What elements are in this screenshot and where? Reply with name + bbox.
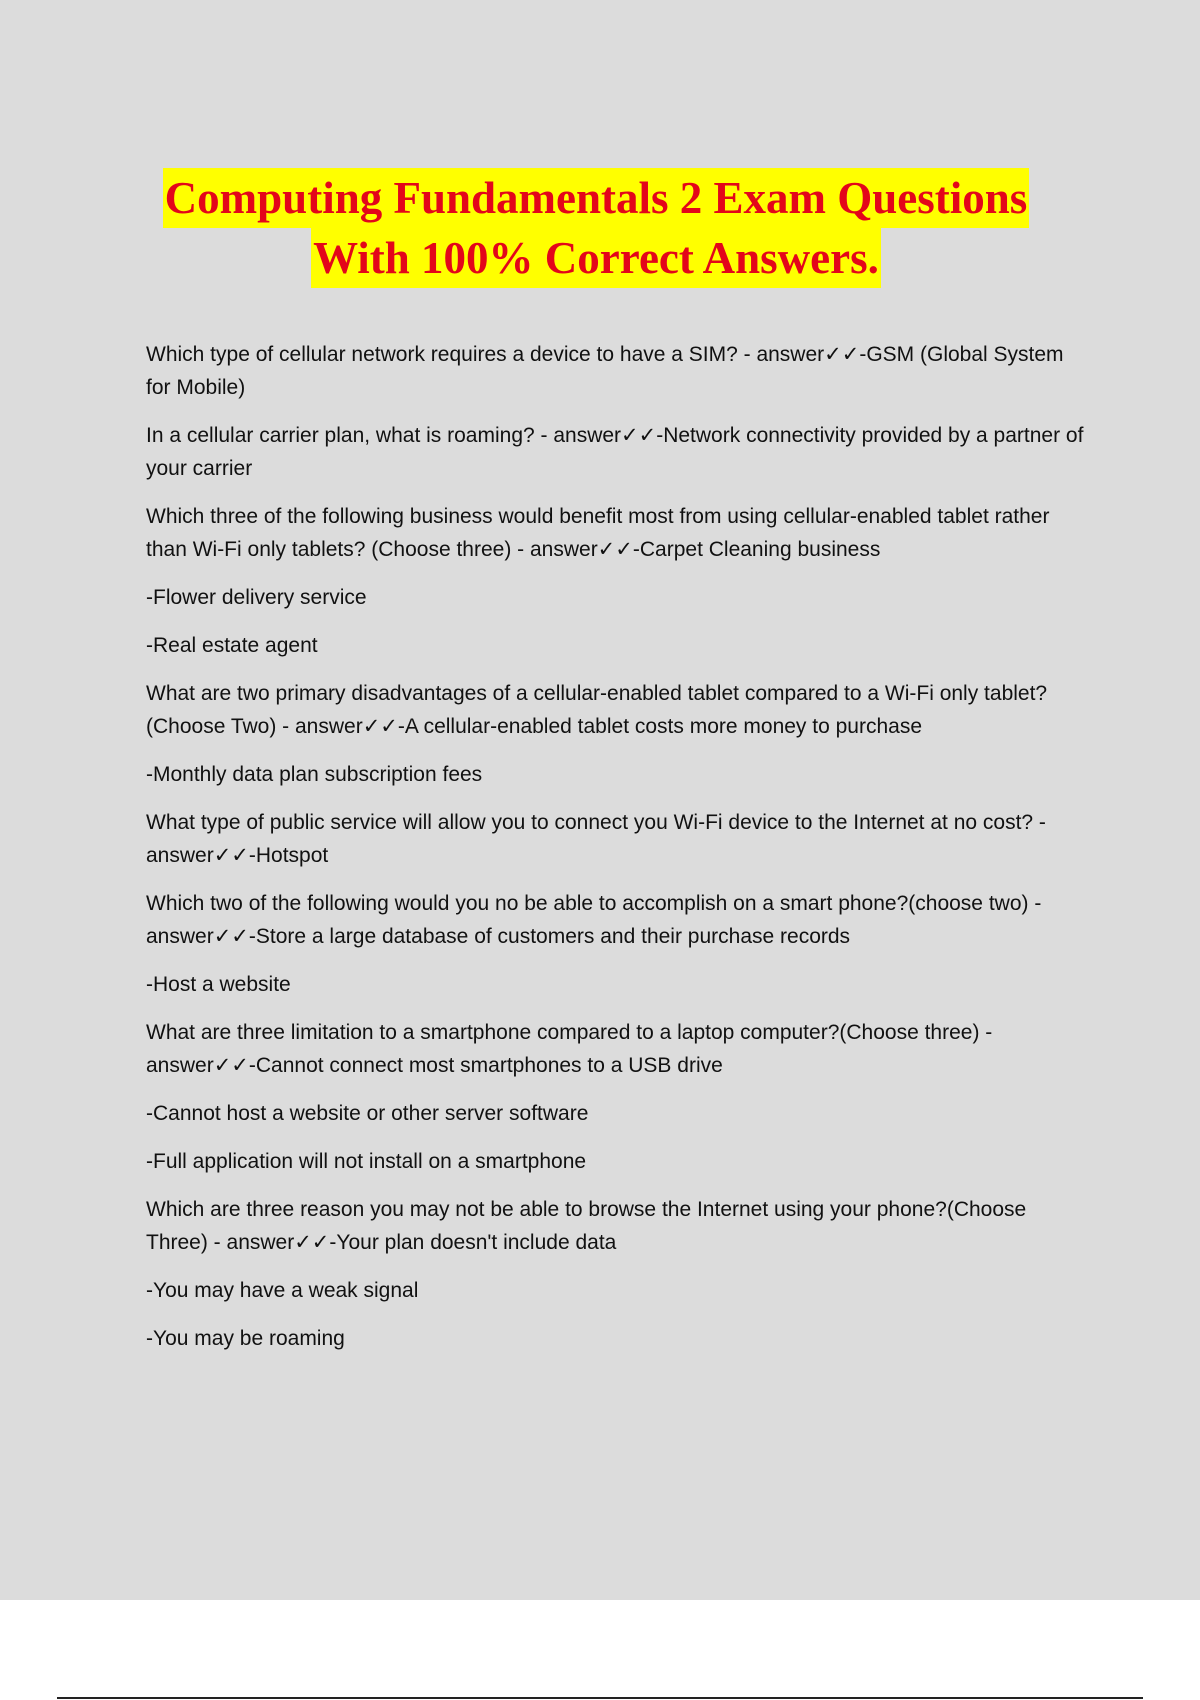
paragraph: What are two primary disadvantages of a cellular-enabled tablet compared to a Wi-Fi only tablet?(Choose Two) - answer✓✓-A cellular-enabled tablet costs more money to purchase (146, 682, 1048, 738)
title-line-1: Computing Fundamentals 2 Exam Questions (163, 168, 1030, 228)
paragraph: What are three limitation to a smartphone compared to a laptop computer?(Choose three) - answer✓✓-Cannot connect most smartphones to a USB drive (146, 1021, 993, 1077)
paragraph: Which are three reason you may not be able to browse the Internet using your phone?(Choose Three) - answer✓✓-Your plan doesn't include data (146, 1198, 1027, 1254)
paragraph: -You may be roaming (146, 1327, 345, 1350)
paragraph: Which two of the following would you no be able to accomplish on a smart phone?(choose two) - answer✓✓-Store a large database of customers and their purchase records (146, 892, 1042, 948)
paragraph: -Monthly data plan subscription fees (146, 763, 483, 786)
document-title (0, 168, 1200, 288)
paragraph: What type of public service will allow you to connect you Wi-Fi device to the Internet at no cost? - answer✓✓-Hotspot (146, 811, 1046, 867)
paragraph: -Real estate agent (146, 634, 318, 657)
paragraph: Which type of cellular network requires a device to have a SIM? - answer✓✓-GSM (Global System for Mobile) (146, 343, 1064, 399)
document-body (146, 338, 1086, 1370)
paragraph: -Cannot host a website or other server software (146, 1102, 589, 1125)
paragraph: -You may have a weak signal (146, 1279, 419, 1302)
paragraph: -Flower delivery service (146, 586, 367, 609)
paragraph: -Full application will not install on a smartphone (146, 1150, 587, 1173)
paragraph: -Host a website (146, 973, 291, 996)
footer-divider (57, 1697, 1143, 1699)
title-line-2: With 100% Correct Answers. (311, 228, 881, 288)
paragraph: Which three of the following business would benefit most from using cellular-enabled tablet rather than Wi-Fi only tablets? (Choose three) - answer✓✓-Carpet Cleaning business (146, 505, 1050, 561)
paragraph: In a cellular carrier plan, what is roaming? - answer✓✓-Network connectivity provided by a partner of your carrier (146, 424, 1084, 480)
